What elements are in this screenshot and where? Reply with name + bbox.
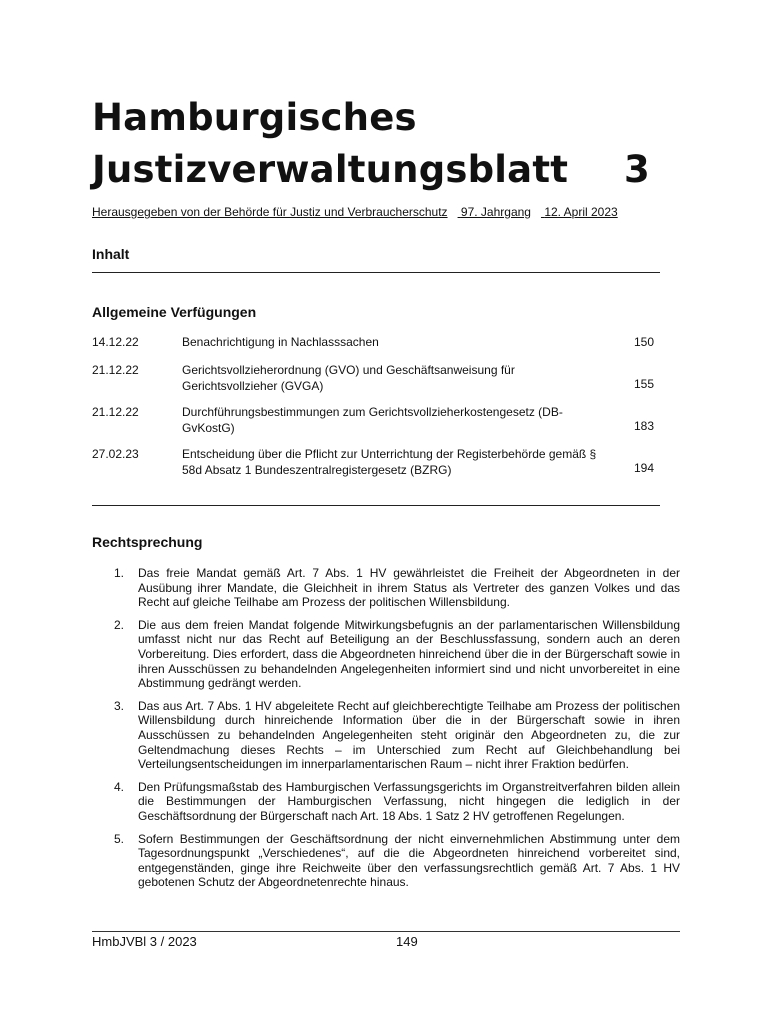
headnote-item [92, 780, 680, 824]
contents-divider [92, 272, 660, 273]
toc-entry-title: Benachrichtigung in Nachlasssachen [182, 335, 379, 349]
headnote-number: 2. [114, 617, 125, 632]
journal-title-line-2: Justizverwaltungsblatt [92, 148, 569, 191]
headnote-text: Das freie Mandat gemäß Art. 7 Abs. 1 HV gewährleistet die Freiheit der Abgeordneten in der Ausübung ihrer Mandate, die Gleichheit in ihrem Status als Vertreter des ganzen Volkes und das Recht auf gleiche Teilhabe am Prozess der politischen Willensbildung. [138, 566, 680, 610]
issue-date: 12. April 2023 [544, 205, 618, 219]
headnote-item [92, 566, 680, 610]
toc-entry-title: Entscheidung über die Pflicht zur Unterrichtung der Registerbehörde gemäß § 58d Absatz 1 Bundeszentralregistergesetz (BZRG) [182, 447, 597, 477]
issue-number: 3 [624, 148, 650, 191]
verfuegungen-heading: Allgemeine Verfügungen [92, 304, 257, 320]
headnote-text: Den Prüfungsmaßstab des Hamburgischen Verfassungsgerichts im Organstreitverfahren bilden allein die Bestimmungen der Hamburgischen Verfassung, nicht hingegen die lediglich in der Geschäftsordnung der Bürgerschaft nach Art. 18 Abs. 1 Satz 2 HV getroffenen Regelungen. [138, 779, 680, 823]
volume-text: 97. Jahrgang [460, 205, 531, 219]
headnote-number: 3. [114, 698, 125, 713]
journal-title-line-1: Hamburgisches [92, 96, 417, 139]
headnote-text: Sofern Bestimmungen der Geschäftsordnung der nicht einvernehmlichen Abstimmung unter dem Tagesordnungspunkt „Verschiedenes“, auf die die Abgeordneten hinreichend vorbereitet sind, entgegenständen, ginge ihre Reichweite über den verfassungsrechtlich gemäß Art. 7 Abs. 1 HV gebotenen Schutz der Abgeordnetenrechte hinaus. [138, 831, 680, 890]
section-divider [92, 505, 660, 506]
publisher-text: Herausgegeben von der Behörde für Justiz und Verbraucherschutz [92, 205, 448, 219]
toc-entry-page: 155 [633, 377, 654, 391]
headnote-text: Die aus dem freien Mandat folgende Mitwirkungsbefugnis an der parlamentarischen Willensbildung umfasst nicht nur das Recht auf Beteiligung an der Beschlussfassung, sondern auch an deren Vorbereitung. Dies erfordert, dass die Abgeordneten hinreichend über die in der Bürgerschaft sowie in ihren Ausschüssen zu behandelnden Angelegenheiten informiert sind und nicht unvorbereitet in eine Abstimmung gedrängt werden. [138, 617, 680, 691]
toc-entry-date: 27.02.23 [92, 447, 139, 461]
toc-entry-title: Durchführungsbestimmungen zum Gerichtsvollzieherkostengesetz (DB-GvKostG) [182, 405, 563, 435]
toc-entry-date: 21.12.22 [92, 363, 139, 377]
contents-heading: Inhalt [92, 246, 130, 262]
headnote-item [92, 699, 680, 772]
toc-entry-page: 194 [633, 461, 654, 475]
headnotes-list [92, 566, 680, 898]
journal-title [92, 92, 662, 196]
toc-entry-page: 183 [633, 419, 654, 433]
footer-journal-ref: HmbJVBl 3 / 2023 [92, 934, 197, 949]
masthead [92, 204, 618, 220]
rechtsprechung-heading: Rechtsprechung [92, 534, 203, 550]
toc-entry-date: 14.12.22 [92, 335, 139, 349]
footer-divider [92, 931, 680, 932]
footer-page-number: 149 [396, 934, 418, 949]
toc-entry-title: Gerichtsvollzieherordnung (GVO) und Geschäftsanweisung für Gerichtsvollzieher (GVGA) [182, 363, 515, 393]
headnote-number: 1. [114, 566, 125, 580]
headnote-number: 4. [114, 779, 125, 794]
headnote-item [92, 618, 680, 691]
toc-entry-page: 150 [633, 335, 654, 349]
toc-entry-date: 21.12.22 [92, 405, 139, 419]
headnote-number: 5. [114, 831, 125, 846]
headnote-item [92, 832, 680, 890]
headnote-text: Das aus Art. 7 Abs. 1 HV abgeleitete Recht auf gleichberechtigte Teilhabe am Prozess der politischen Willensbildung durch hinreichende Information über die in der Bürgerschaft sowie in ihren Ausschüssen zu behandelnden Angelegenheiten steht originär den Abgeordneten zu, die zur Geltendmachung dieses Rechts – im Unterschied zum Recht auf Gleichbehandlung bei Verteilungsentscheidungen im innerparlamentarischen Raum – nicht ihrer Fraktion bedürfen. [138, 698, 680, 772]
